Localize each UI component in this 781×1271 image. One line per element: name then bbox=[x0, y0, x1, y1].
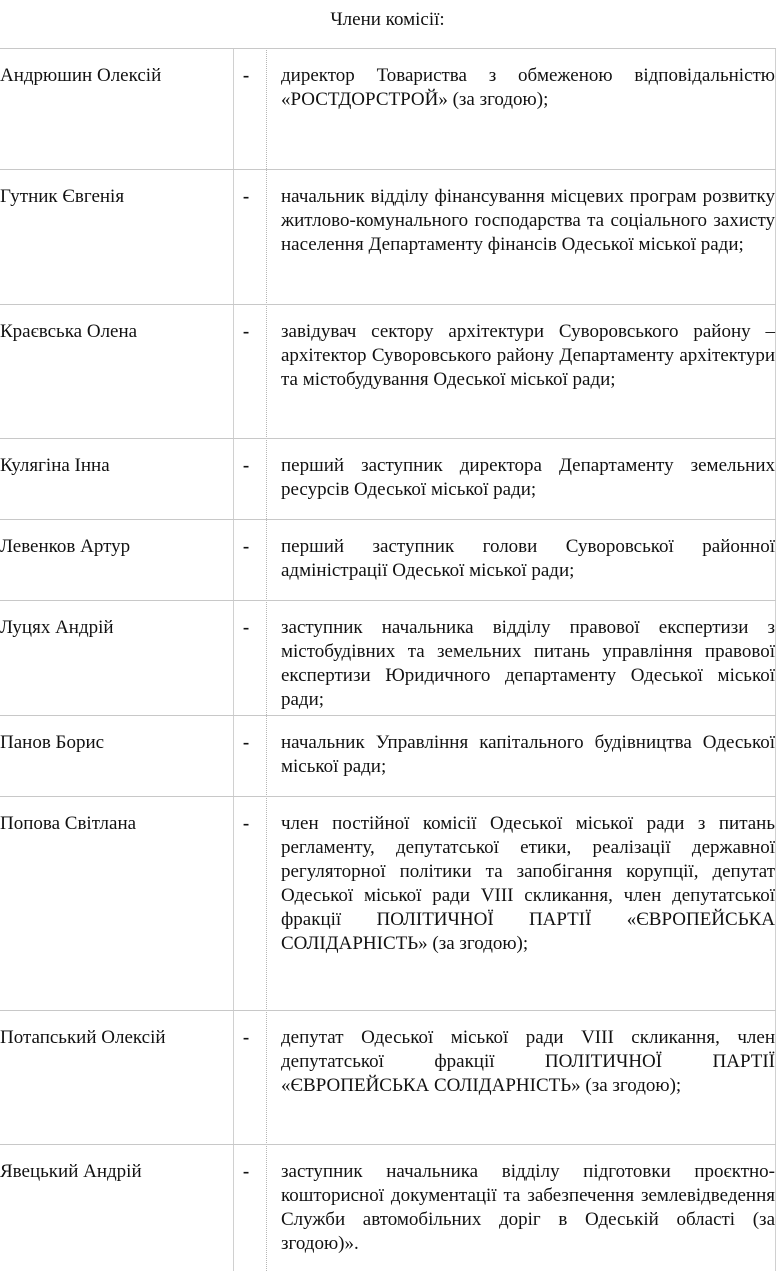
member-dash: - bbox=[242, 732, 250, 753]
member-name: Левенков Артур bbox=[0, 536, 131, 557]
member-dash: - bbox=[242, 455, 250, 476]
member-dash: - bbox=[242, 65, 250, 86]
member-dash: - bbox=[242, 1027, 250, 1048]
member-description: заступник начальника відділу підготовки проєктно-кошторисної документації та забезпечення землевідведення Служби автомобільних доріг в Одеській області (за згодою)». bbox=[281, 1161, 775, 1254]
member-row bbox=[0, 600, 776, 715]
member-dash: - bbox=[242, 536, 250, 557]
member-description: заступник начальника відділу правової експертизи з містобудівних та земельних питань управління правової експертизи Юридичного департаменту Одеської міської ради; bbox=[281, 617, 775, 710]
member-name: Явецький Андрій bbox=[0, 1161, 142, 1182]
member-dash: - bbox=[242, 617, 250, 638]
member-name: Попова Світлана bbox=[0, 813, 137, 834]
member-description: депутат Одеської міської ради VIII скликання, член депутатської фракції ПОЛІТИЧНОЇ ПАРТІЇ «ЄВРОПЕЙСЬКА СОЛІДАРНІСТЬ» (за згодою); bbox=[281, 1027, 775, 1096]
member-row bbox=[0, 304, 776, 438]
member-description: начальник відділу фінансування місцевих програм розвитку житлово-комунального господарства та соціального захисту населення Департаменту фінансів Одеської міської ради; bbox=[281, 186, 775, 255]
member-description: перший заступник голови Суворовської районної адміністрації Одеської міської ради; bbox=[281, 536, 775, 581]
member-name: Гутник Євгенія bbox=[0, 186, 125, 207]
member-name: Луцях Андрій bbox=[0, 617, 114, 638]
member-row bbox=[0, 48, 776, 169]
member-row bbox=[0, 1144, 776, 1271]
member-description: завідувач сектору архітектури Суворовського району – архітектор Суворовського району Департаменту архітектури та містобудування Одеської міської ради; bbox=[281, 321, 775, 390]
member-row bbox=[0, 438, 776, 519]
member-name: Краєвська Олена bbox=[0, 321, 138, 342]
member-dash: - bbox=[242, 321, 250, 342]
member-name: Андрюшин Олексій bbox=[0, 65, 162, 86]
member-description: начальник Управління капітального будівництва Одеської міської ради; bbox=[281, 732, 775, 777]
member-dash: - bbox=[242, 1161, 250, 1182]
member-row bbox=[0, 796, 776, 1010]
page-heading: Члени комісії: bbox=[330, 9, 445, 30]
member-name: Потапський Олексій bbox=[0, 1027, 166, 1048]
member-row bbox=[0, 715, 776, 796]
member-row bbox=[0, 169, 776, 304]
member-description: директор Товариства з обмеженою відповідальністю «РОСТДОРСТРОЙ» (за згодою); bbox=[281, 65, 775, 110]
member-name: Кулягіна Інна bbox=[0, 455, 110, 476]
member-name: Панов Борис bbox=[0, 732, 105, 753]
member-dash: - bbox=[242, 813, 250, 834]
member-dash: - bbox=[242, 186, 250, 207]
member-row bbox=[0, 519, 776, 600]
member-row bbox=[0, 1010, 776, 1144]
member-description: член постійної комісії Одеської міської ради з питань регламенту, депутатської етики, реалізації державної регуляторної політики та запобігання корупції, депутат Одеської міської ради VIII скликання, член депутатської фракції ПОЛІТИЧНОЇ ПАРТІЇ «ЄВРОПЕЙСЬКА СОЛІДАРНІСТЬ» (за згодою); bbox=[281, 813, 775, 954]
member-description: перший заступник директора Департаменту земельних ресурсів Одеської міської ради; bbox=[281, 455, 775, 500]
